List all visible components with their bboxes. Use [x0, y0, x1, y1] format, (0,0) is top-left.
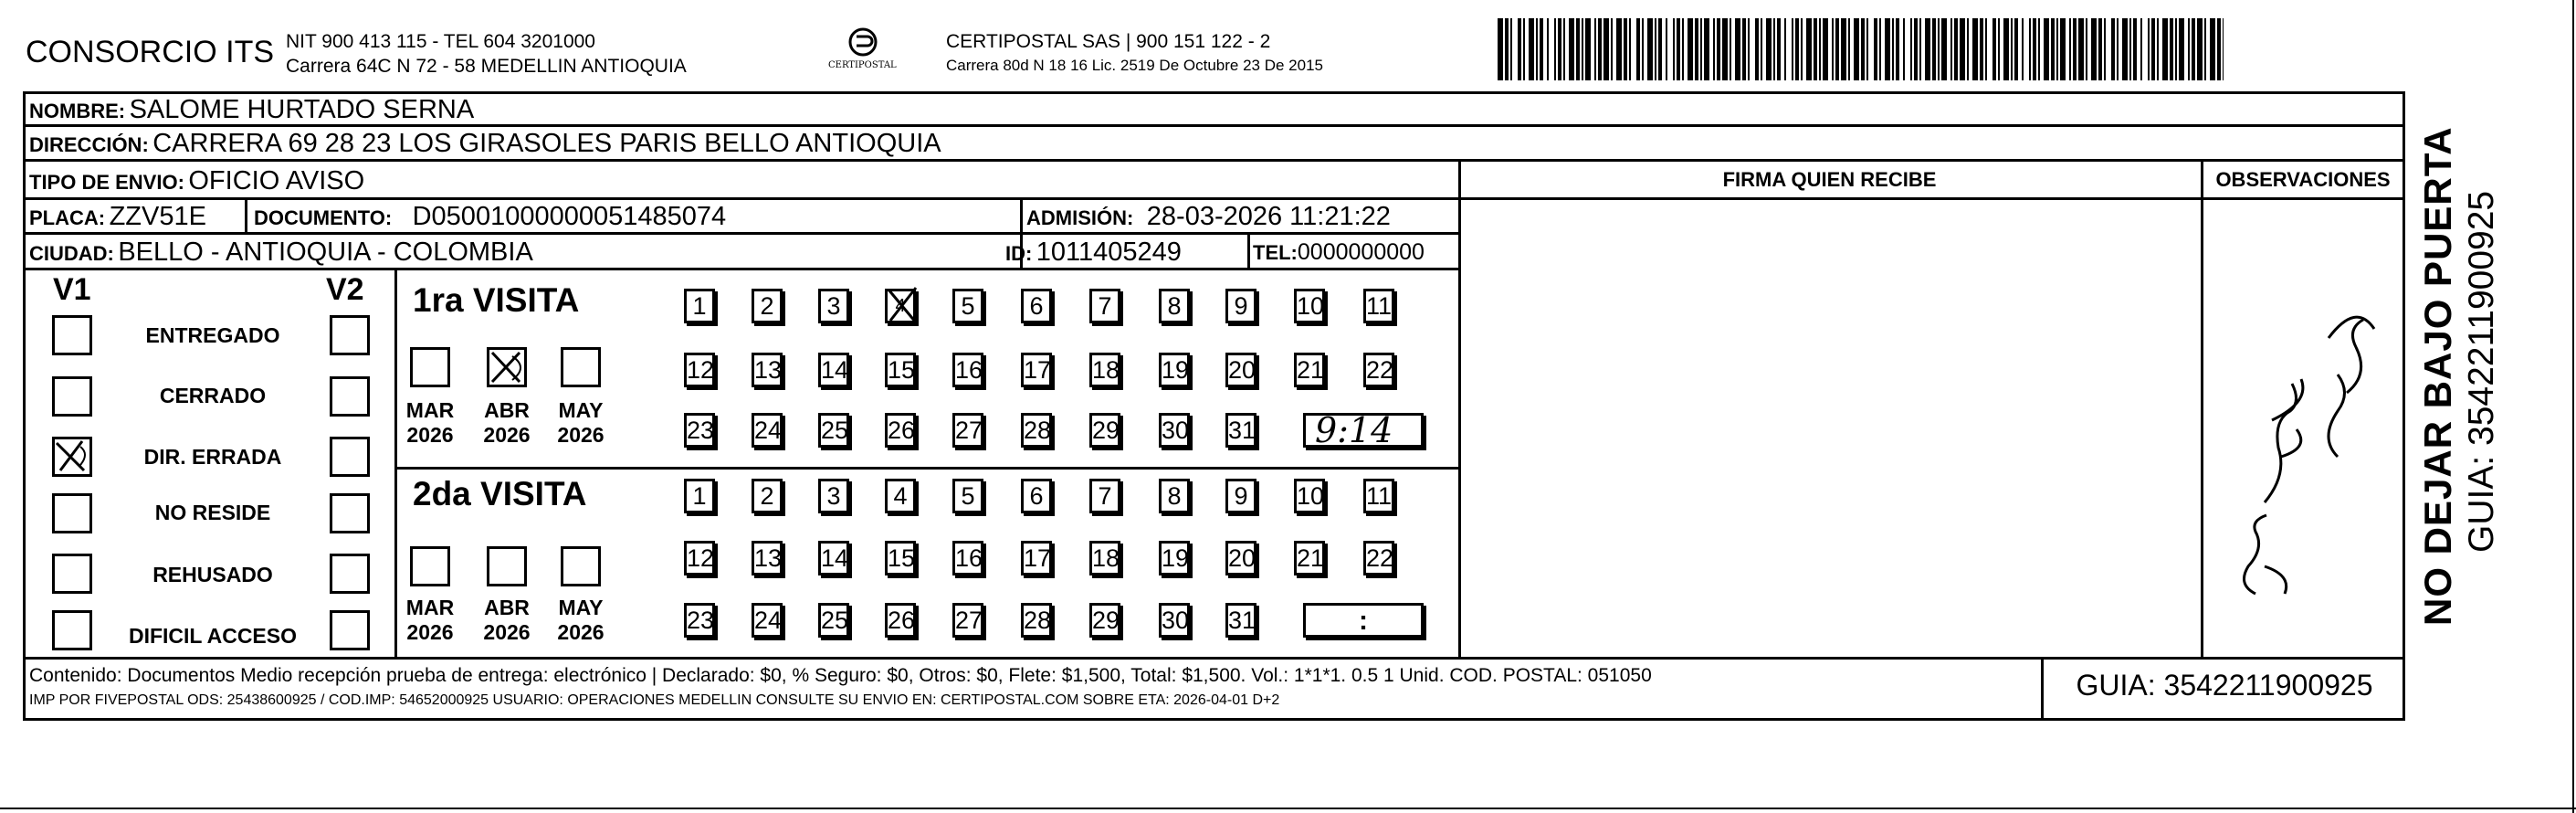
- v1-cerrado-checkbox[interactable]: [52, 376, 92, 417]
- v2-day-26[interactable]: 26: [885, 603, 916, 638]
- v2-day-20[interactable]: 20: [1225, 541, 1256, 575]
- v1-day-5[interactable]: 5: [952, 289, 983, 323]
- nombre-value: SALOME HURTADO SERNA: [129, 95, 475, 124]
- v1-day-14[interactable]: 14: [818, 353, 849, 387]
- v2-day-6[interactable]: 6: [1021, 479, 1052, 513]
- id-label: ID:: [1005, 242, 1033, 265]
- v1-day-17[interactable]: 17: [1021, 353, 1052, 387]
- v1-day-13[interactable]: 13: [752, 353, 783, 387]
- status-entregado: ENTREGADO: [145, 323, 280, 347]
- carrier-line2: Carrera 80d N 18 16 Lic. 2519 De Octubre 23 De 2015: [946, 57, 1323, 74]
- v2-day-19[interactable]: 19: [1159, 541, 1190, 575]
- v1-day-19[interactable]: 19: [1159, 353, 1190, 387]
- v1-day-12[interactable]: 12: [684, 353, 715, 387]
- status-cerrado: CERRADO: [159, 384, 267, 407]
- v1-day-29[interactable]: 29: [1089, 413, 1120, 448]
- status-dir-errada: DIR. ERRADA: [143, 445, 282, 469]
- v2-month-mar: MAR 2026: [405, 596, 455, 644]
- v2-day-5[interactable]: 5: [952, 479, 983, 513]
- v2-day-13[interactable]: 13: [752, 541, 783, 575]
- observaciones-label: OBSERVACIONES: [2215, 168, 2391, 191]
- tel-label: TEL:: [1253, 241, 1298, 264]
- id-value: 1011405249: [1036, 238, 1182, 267]
- v1-day-2[interactable]: 2: [752, 289, 783, 323]
- v2-day-15[interactable]: 15: [885, 541, 916, 575]
- v2-day-10[interactable]: 10: [1294, 479, 1325, 513]
- v2-day-16[interactable]: 16: [952, 541, 983, 575]
- v2-day-24[interactable]: 24: [752, 603, 783, 638]
- first-visit-time: 9:14: [1315, 410, 1393, 450]
- check-mark-icon: [487, 347, 529, 389]
- v1-day-24[interactable]: 24: [752, 413, 783, 448]
- second-visit-time-box[interactable]: [1303, 603, 1424, 638]
- v1-day-8[interactable]: 8: [1159, 289, 1190, 323]
- placa-label: PLACA:: [29, 206, 106, 229]
- v2-no-reside-checkbox[interactable]: [330, 493, 370, 533]
- v2-day-8[interactable]: 8: [1159, 479, 1190, 513]
- v2-dificil-acceso-checkbox[interactable]: [330, 610, 370, 650]
- status-rehusado: REHUSADO: [152, 563, 273, 586]
- v1-rehusado-checkbox[interactable]: [52, 554, 92, 594]
- v2-day-4[interactable]: 4: [885, 479, 916, 513]
- v2-month-abr-checkbox[interactable]: [487, 546, 527, 586]
- v2-day-22[interactable]: 22: [1363, 541, 1394, 575]
- side-warning: NO DEJAR BAJO PUERTA: [2416, 126, 2459, 626]
- admision-value: 28-03-2026 11:21:22: [1146, 202, 1391, 231]
- v2-month-mar-checkbox[interactable]: [410, 546, 450, 586]
- v1-day-18[interactable]: 18: [1089, 353, 1120, 387]
- v1-month-mar-checkbox[interactable]: [410, 347, 450, 387]
- v2-day-28[interactable]: 28: [1021, 603, 1052, 638]
- v2-day-25[interactable]: 25: [818, 603, 849, 638]
- certipostal-logo: [826, 26, 899, 80]
- v1-day-25[interactable]: 25: [818, 413, 849, 448]
- company-line2: Carrera 64C N 72 - 58 MEDELLIN ANTIOQUIA: [286, 56, 687, 77]
- barcode: [1498, 18, 2224, 80]
- v1-day-31[interactable]: 31: [1225, 413, 1256, 448]
- v1-day-3[interactable]: 3: [818, 289, 849, 323]
- v1-month-may: MAY 2026: [557, 398, 605, 447]
- v2-day-1[interactable]: 1: [684, 479, 715, 513]
- v1-day-16[interactable]: 16: [952, 353, 983, 387]
- documento-value: D05001000000051485074: [412, 202, 727, 231]
- tipo-envio-label: TIPO DE ENVIO:: [29, 171, 184, 194]
- v1-month-may-checkbox[interactable]: [561, 347, 601, 387]
- admision-label: ADMISIÓN:: [1026, 206, 1134, 229]
- second-visit-label: 2da VISITA: [413, 475, 587, 512]
- v2-day-29[interactable]: 29: [1089, 603, 1120, 638]
- tel-value: 0000000000: [1297, 239, 1425, 265]
- v1-day-1[interactable]: 1: [684, 289, 715, 323]
- v1-month-mar: MAR 2026: [405, 398, 455, 447]
- v1-dir-errada-checkbox[interactable]: [52, 437, 92, 477]
- v2-day-12[interactable]: 12: [684, 541, 715, 575]
- tipo-envio-value: OFICIO AVISO: [188, 166, 365, 195]
- v1-day-21[interactable]: 21: [1294, 353, 1325, 387]
- v1-day-23[interactable]: 23: [684, 413, 715, 448]
- firma-label: FIRMA QUIEN RECIBE: [1722, 168, 1937, 191]
- v2-month-may-checkbox[interactable]: [561, 546, 601, 586]
- contenido-text: Contenido: Documentos Medio recepción prueba de entrega: electrónico | Declarado: $0, % Seguro: $0, Otros: $0, Flete: $1,500, Total: $1,500. Vol.: 1*1*1. 0.5 1 Unid. COD. POSTAL: 051050: [29, 665, 1652, 686]
- v1-day-6[interactable]: 6: [1021, 289, 1052, 323]
- v1-day-27[interactable]: 27: [952, 413, 983, 448]
- v2-rehusado-checkbox[interactable]: [330, 554, 370, 594]
- v1-day-7[interactable]: 7: [1089, 289, 1120, 323]
- v2-day-11[interactable]: 11: [1363, 479, 1394, 513]
- placa-value: ZZV51E: [109, 202, 206, 231]
- v2-day-3[interactable]: 3: [818, 479, 849, 513]
- v1-day-30[interactable]: 30: [1159, 413, 1190, 448]
- v2-cerrado-checkbox[interactable]: [330, 376, 370, 417]
- status-no-reside: NO RESIDE: [154, 501, 271, 524]
- v1-day-22[interactable]: 22: [1363, 353, 1394, 387]
- check-mark-icon: [53, 438, 89, 474]
- v2-day-27[interactable]: 27: [952, 603, 983, 638]
- v2-day-17[interactable]: 17: [1021, 541, 1052, 575]
- ciudad-value: BELLO - ANTIOQUIA - COLOMBIA: [118, 238, 533, 267]
- first-visit-label: 1ra VISITA: [413, 281, 580, 319]
- v1-day-9[interactable]: 9: [1225, 289, 1256, 323]
- v1-day-4[interactable]: 4: [885, 289, 916, 323]
- carrier-line1: CERTIPOSTAL SAS | 900 151 122 - 2: [946, 31, 1271, 52]
- company-name: CONSORCIO ITS: [26, 35, 275, 69]
- v2-dir-errada-checkbox[interactable]: [330, 437, 370, 477]
- v1-day-15[interactable]: 15: [885, 353, 916, 387]
- v2-day-31[interactable]: 31: [1225, 603, 1256, 638]
- v1-month-abr-checkbox[interactable]: [487, 347, 527, 387]
- v2-day-7[interactable]: 7: [1089, 479, 1120, 513]
- v2-day-21[interactable]: 21: [1294, 541, 1325, 575]
- v1-dificil-acceso-checkbox[interactable]: [52, 610, 92, 650]
- status-dificil-acceso: DIFICIL ACCESO: [128, 624, 297, 648]
- direccion-label: DIRECCIÓN:: [29, 133, 149, 156]
- v2-day-2[interactable]: 2: [752, 479, 783, 513]
- v1-month-abr: ABR 2026: [483, 398, 531, 447]
- v2-day-18[interactable]: 18: [1089, 541, 1120, 575]
- v2-month-abr: ABR 2026: [483, 596, 531, 644]
- v1-day-28[interactable]: 28: [1021, 413, 1052, 448]
- v2-month-may: MAY 2026: [557, 596, 605, 644]
- v2-entregado-checkbox[interactable]: [330, 315, 370, 355]
- second-visit-time: :: [1359, 606, 1368, 636]
- imp-text: IMP POR FIVEPOSTAL ODS: 25438600925 / COD.IMP: 54652000925 USUARIO: OPERACIONES MEDELLIN CONSULTE SU ENVIO EN: CERTIPOSTAL.COM SOBRE ETA: 2026-04-01 D+2: [29, 692, 1280, 708]
- side-guia: GUIA: 3542211900925: [2462, 190, 2501, 553]
- logo-text: CERTIPOSTAL: [828, 60, 897, 70]
- v1-day-20[interactable]: 20: [1225, 353, 1256, 387]
- check-mark-icon: [883, 286, 921, 326]
- v2-day-9[interactable]: 9: [1225, 479, 1256, 513]
- v1-entregado-checkbox[interactable]: [52, 315, 92, 355]
- first-visit-time-box[interactable]: [1303, 410, 1424, 450]
- v2-day-30[interactable]: 30: [1159, 603, 1190, 638]
- recipient-signature: [2201, 292, 2405, 658]
- v2-day-23[interactable]: 23: [684, 603, 715, 638]
- v2-label: V2: [326, 272, 364, 307]
- v1-no-reside-checkbox[interactable]: [52, 493, 92, 533]
- v1-label: V1: [53, 272, 91, 307]
- v2-day-14[interactable]: 14: [818, 541, 849, 575]
- ciudad-label: CIUDAD:: [29, 242, 114, 265]
- v1-day-11[interactable]: 11: [1363, 289, 1394, 323]
- documento-label: DOCUMENTO:: [254, 206, 393, 229]
- v1-day-26[interactable]: 26: [885, 413, 916, 448]
- footer-guia: GUIA: 3542211900925: [2076, 669, 2373, 702]
- direccion-value: CARRERA 69 28 23 LOS GIRASOLES PARIS BELLO ANTIOQUIA: [152, 129, 941, 158]
- company-line1: NIT 900 413 115 - TEL 604 3201000: [286, 31, 595, 52]
- nombre-label: NOMBRE:: [29, 100, 126, 122]
- v1-day-10[interactable]: 10: [1294, 289, 1325, 323]
